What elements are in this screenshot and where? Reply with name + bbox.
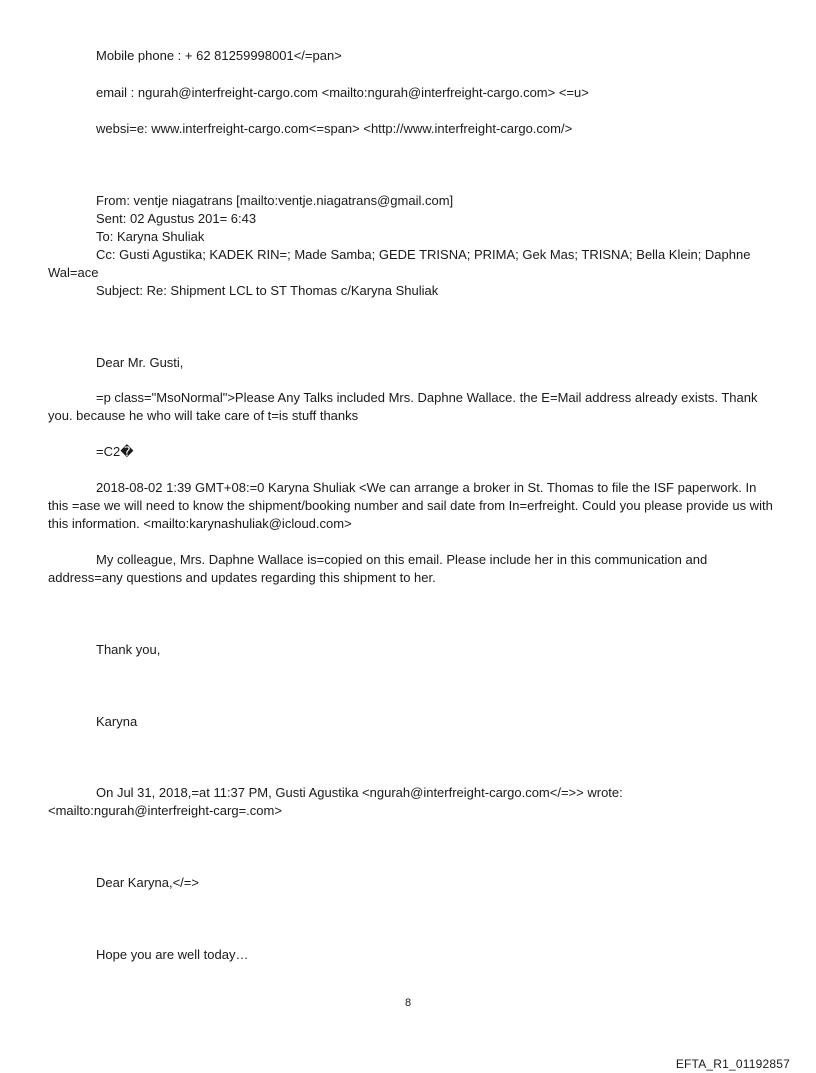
header-from: From: ventje niagatrans [mailto:ventje.niagatrans@gmail.com] [96,193,454,208]
closing-name: Karyna [96,714,138,729]
body-paragraph-2: 2018-08-02 1:39 GMT+08:=0 Karyna Shuliak <We can arrange a broker in St. Thomas to file the ISF paperwork. In this =ase we will need to know the shipment/booking number and sail date from In=erfreight. Could you please provide us with this information. <mailto:karynashuliak@icloud.com> [48,480,773,531]
signature-website: websi=e: www.interfreight-cargo.com<=span> <http://www.interfreight-cargo.com/> [96,121,573,136]
quote-header: On Jul 31, 2018,=at 11:37 PM, Gusti Agustika <ngurah@interfreight-cargo.com</=>> wrote: <mailto:ngurah@interfreight-carg=.com> [48,785,623,818]
header-sent: Sent: 02 Agustus 201= 6:43 [96,211,257,226]
encoding-artifact: =C2� [96,444,134,459]
bates-number: EFTA_R1_01192857 [675,1057,790,1071]
quoted-text: Hope you are well today… [96,947,249,962]
signature-mobile: Mobile phone : + 62 81259998001</=pan> [96,48,342,63]
header-cc: Cc: Gusti Agustika; KADEK RIN=; Made Samba; GEDE TRISNA; PRIMA; Gek Mas; TRISNA; Bella Klein; Daphne Wal=ace [48,247,751,280]
signature-email: email : ngurah@interfreight-cargo.com <mailto:ngurah@interfreight-cargo.com> <=u> [96,85,589,100]
body-paragraph-1: =p class="MsoNormal">Please Any Talks included Mrs. Daphne Wallace. the E=Mail address already exists. Thank you. because he who will take care of t=is stuff thanks [48,390,758,423]
closing-thanks: Thank you, [96,642,161,657]
page-number: 8 [404,997,412,1009]
header-to: To: Karyna Shuliak [96,229,205,244]
greeting: Dear Mr. Gusti, [96,355,184,370]
body-paragraph-3: My colleague, Mrs. Daphne Wallace is=copied on this email. Please include her in this communication and address=any questions and updates regarding this shipment to her. [48,552,708,585]
quoted-greeting: Dear Karyna,</=> [96,875,199,890]
header-subject: Subject: Re: Shipment LCL to ST Thomas c/Karyna Shuliak [96,283,439,298]
